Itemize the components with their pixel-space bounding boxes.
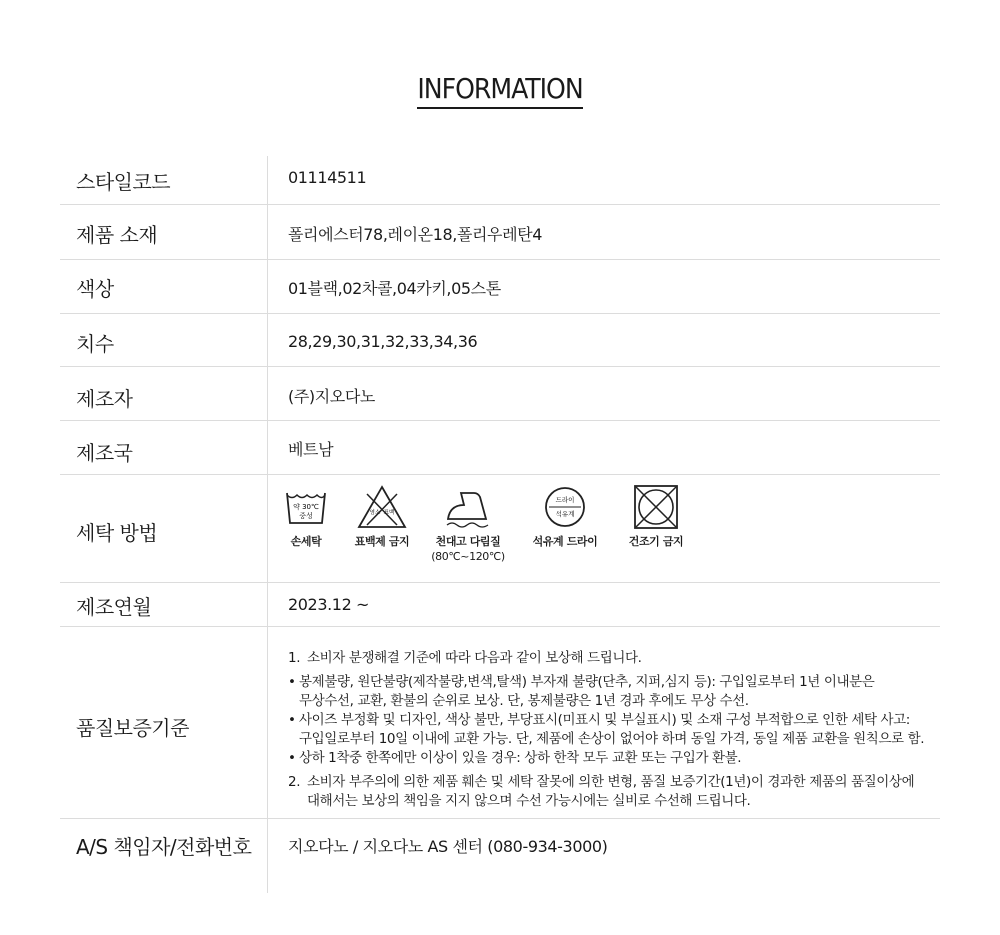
as-value: 지오다노 / 지오다노 AS 센터 (080-934-3000) <box>288 837 608 856</box>
quality-item-2-line-1: 소비자 부주의에 의한 제품 훼손 및 세탁 잘못에 의한 변형, 품질 보증기간(1년)이 경과한 제품의 품질이상에 <box>307 774 915 790</box>
country-value: 베트남 <box>288 440 334 459</box>
quality-bullet-2-line-2: 구입일로부터 10일 이내에 교환 가능. 단, 제품에 손상이 없어야 하며 동일 가격, 동일 제품 교환을 원칙으로 함. <box>299 731 925 747</box>
hand-wash-temp: 약 30℃ <box>293 503 319 511</box>
quality-bullet-3 <box>288 749 938 768</box>
hand-wash-detergent: 중성 <box>299 512 313 520</box>
washing-label: 세탁 방법 <box>76 521 158 545</box>
quality-item-2-line-2: 대해서는 보상의 책임을 지지 않으며 수선 가능시에는 실비로 수선해 드립니다. <box>307 793 751 809</box>
column-divider <box>267 367 268 420</box>
no-bleach-caption: 표백제 금지 <box>354 535 410 548</box>
column-divider <box>267 156 268 204</box>
size-value: 28,29,30,31,32,33,34,36 <box>288 332 478 351</box>
date-value: 2023.12 ~ <box>288 595 370 614</box>
column-divider <box>267 475 268 582</box>
no-bleach-chlorine: 염소 <box>369 510 381 516</box>
color-label: 색상 <box>76 277 114 301</box>
column-divider <box>267 314 268 366</box>
hand-wash-item <box>280 485 332 549</box>
style-code-value: 01114511 <box>288 168 367 187</box>
quality-bullet-1-line-1: 봉제불량, 원단불량(제작불량,변색,탈색) 부자재 불량(단추, 지퍼,심지 등): 구입일로부터 1년 이내분은 <box>299 674 875 690</box>
dry-clean-dry: 드라이 <box>555 496 575 504</box>
material-value: 폴리에스터78,레이온18,폴리우레탄4 <box>288 225 542 244</box>
hand-wash-icon <box>284 485 328 529</box>
quality-item-1 <box>288 649 938 668</box>
info-table <box>60 156 940 893</box>
country-label: 제조국 <box>76 441 133 465</box>
iron-temperature: (80℃~120℃) <box>431 550 505 563</box>
row-style-code <box>60 156 940 205</box>
maker-label: 제조자 <box>76 387 133 411</box>
material-label: 제품 소재 <box>76 223 158 247</box>
dry-clean-caption: 석유계 드라이 <box>532 535 598 548</box>
row-color <box>60 260 940 314</box>
quality-item-2 <box>288 773 938 811</box>
quality-bullet-3-text: 상하 1착중 한쪽에만 이상이 있을 경우: 상하 한착 모두 교환 또는 구입가 환불. <box>299 750 742 766</box>
dry-clean-icon <box>543 485 587 529</box>
quality-item-2-number: 2. <box>288 774 301 790</box>
hand-wash-caption: 손세탁 <box>290 535 322 548</box>
iron-icon <box>444 485 492 529</box>
row-quality <box>60 627 940 819</box>
no-bleach-item <box>352 485 412 549</box>
dry-clean-petroleum: 석유계 <box>555 510 575 518</box>
iron-item <box>428 485 508 563</box>
quality-label: 품질보증기준 <box>76 716 189 740</box>
quality-item-1-number: 1. <box>288 650 301 666</box>
row-washing <box>60 475 940 583</box>
iron-caption: 천대고 다림질 <box>435 535 501 548</box>
page-title-wrap <box>0 72 1000 109</box>
maker-value: (주)지오다노 <box>288 387 375 406</box>
no-tumble-dry-item <box>616 485 696 549</box>
bullet-symbol: • <box>288 750 296 766</box>
bullet-symbol: • <box>288 674 296 690</box>
no-bleach-bleach: 표백 <box>383 510 395 516</box>
column-divider <box>267 627 268 818</box>
column-divider <box>267 260 268 313</box>
row-size <box>60 314 940 367</box>
date-label: 제조연월 <box>76 595 152 619</box>
quality-bullet-1 <box>288 673 938 711</box>
quality-text <box>288 649 938 811</box>
no-bleach-icon <box>357 485 407 529</box>
color-value: 01블랙,02차콜,04카키,05스톤 <box>288 279 501 298</box>
row-as <box>60 819 940 893</box>
washing-icons <box>280 485 700 573</box>
page-title: INFORMATION <box>417 72 582 109</box>
size-label: 치수 <box>76 332 114 356</box>
quality-item-1-text: 소비자 분쟁해결 기준에 따라 다음과 같이 보상해 드립니다. <box>307 650 642 666</box>
row-date <box>60 583 940 627</box>
no-tumble-dry-caption: 건조기 금지 <box>628 535 684 548</box>
quality-bullet-2 <box>288 711 938 749</box>
column-divider <box>267 205 268 259</box>
column-divider <box>267 421 268 474</box>
style-code-label: 스타일코드 <box>76 170 171 194</box>
column-divider <box>267 583 268 626</box>
quality-bullet-2-line-1: 사이즈 부정확 및 디자인, 색상 불만, 부당표시(미표시 및 부실표시) 및 소재 구성 부적합으로 인한 세탁 사고: <box>299 712 910 728</box>
row-country <box>60 421 940 475</box>
bullet-symbol: • <box>288 712 296 728</box>
row-material <box>60 205 940 260</box>
as-label: A/S 책임자/전화번호 <box>76 835 252 859</box>
dry-clean-item <box>525 485 605 549</box>
no-tumble-dry-icon <box>633 485 679 529</box>
row-maker <box>60 367 940 421</box>
column-divider <box>267 819 268 893</box>
quality-bullet-1-line-2: 무상수선, 교환, 환불의 순위로 보상. 단, 봉제불량은 1년 경과 후에도 무상 수선. <box>299 693 749 709</box>
